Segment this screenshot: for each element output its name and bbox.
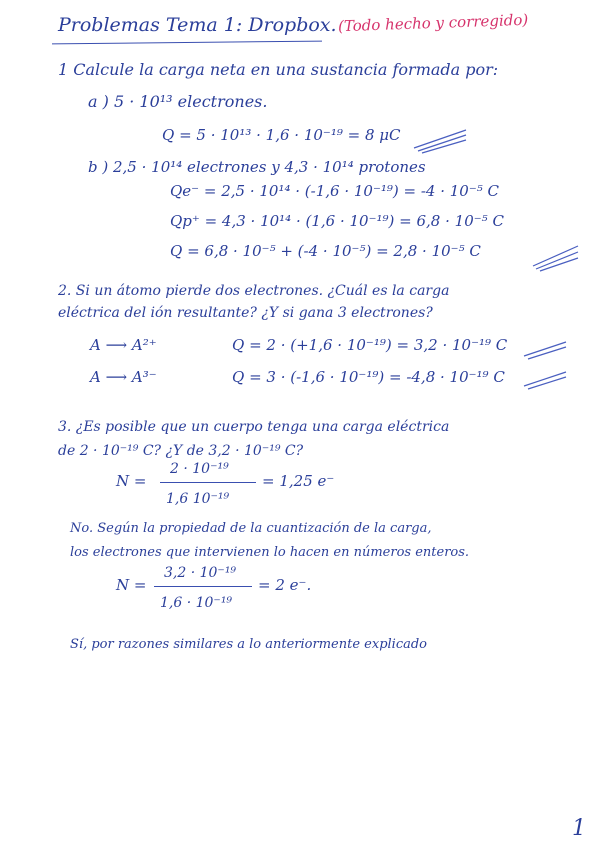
fraction2-bar bbox=[154, 586, 252, 587]
page-title: Problemas Tema 1: Dropbox. bbox=[58, 14, 337, 36]
problem1-part-a: a ) 5 · 10¹³ electrones. bbox=[88, 92, 268, 111]
problem3-statement-line1: 3. ¿Es posible que un cuerpo tenga una carga eléctrica bbox=[58, 419, 450, 435]
problem2-reaction-1: A ⟶ A²⁺ bbox=[90, 336, 157, 354]
problem2-statement-line2: eléctrica del ión resultante? ¿Y si gana 3 electrones? bbox=[58, 305, 433, 321]
answer-underline-2b bbox=[520, 366, 570, 392]
problem3-answer1-line1: No. Según la propiedad de la cuantización de la carga, bbox=[70, 521, 432, 536]
problem1-statement: 1 Calcule la carga neta en una sustancia formada por: bbox=[58, 60, 499, 79]
fraction1-numerator: 2 · 10⁻¹⁹ bbox=[170, 461, 229, 477]
problem1-a-equation: Q = 5 · 10¹³ · 1,6 · 10⁻¹⁹ = 8 μC bbox=[162, 126, 401, 144]
fraction1-result: = 1,25 e⁻ bbox=[262, 472, 335, 490]
problem1-b-equation-3: Q = 6,8 · 10⁻⁵ + (-4 · 10⁻⁵) = 2,8 · 10⁻⁵ C bbox=[170, 242, 481, 260]
page-number: 1 bbox=[572, 816, 586, 841]
problem2-equation-1: Q = 2 · (+1,6 · 10⁻¹⁹) = 3,2 · 10⁻¹⁹ C bbox=[232, 336, 508, 354]
answer-underline-1a bbox=[410, 124, 470, 154]
fraction1-denominator: 1,6 10⁻¹⁹ bbox=[166, 491, 230, 507]
fraction2-numerator: 3,2 · 10⁻¹⁹ bbox=[164, 565, 237, 581]
problem2-equation-2: Q = 3 · (-1,6 · 10⁻¹⁹) = -4,8 · 10⁻¹⁹ C bbox=[232, 368, 505, 386]
fraction2-denominator: 1,6 · 10⁻¹⁹ bbox=[160, 595, 233, 611]
problem3-statement-line2: de 2 · 10⁻¹⁹ C? ¿Y de 3,2 · 10⁻¹⁹ C? bbox=[58, 443, 304, 459]
fraction2-lhs: N = bbox=[116, 576, 147, 594]
problem2-statement-line1: 2. Si un átomo pierde dos electrones. ¿Cuál es la carga bbox=[58, 283, 450, 299]
answer-underline-2a bbox=[520, 336, 570, 362]
fraction1-lhs: N = bbox=[116, 472, 147, 490]
problem3-answer2: Sí, por razones similares a lo anteriormente explicado bbox=[70, 637, 428, 652]
title-note: (Todo hecho y corregido) bbox=[337, 10, 529, 36]
fraction2-result: = 2 e⁻. bbox=[258, 576, 312, 594]
title-underline bbox=[52, 41, 322, 45]
problem1-b-equation-2: Qp⁺ = 4,3 · 10¹⁴ · (1,6 · 10⁻¹⁹) = 6,8 · 10⁻⁵ C bbox=[170, 212, 504, 230]
answer-underline-1b bbox=[530, 238, 582, 272]
problem1-b-equation-1: Qe⁻ = 2,5 · 10¹⁴ · (-1,6 · 10⁻¹⁹) = -4 · 10⁻⁵ C bbox=[170, 182, 500, 200]
problem1-part-b: b ) 2,5 · 10¹⁴ electrones y 4,3 · 10¹⁴ protones bbox=[88, 158, 426, 176]
problem3-answer1-line2: los electrones que intervienen lo hacen en números enteros. bbox=[70, 545, 470, 560]
problem2-reaction-2: A ⟶ A³⁻ bbox=[90, 368, 157, 386]
fraction1-bar bbox=[160, 482, 256, 483]
